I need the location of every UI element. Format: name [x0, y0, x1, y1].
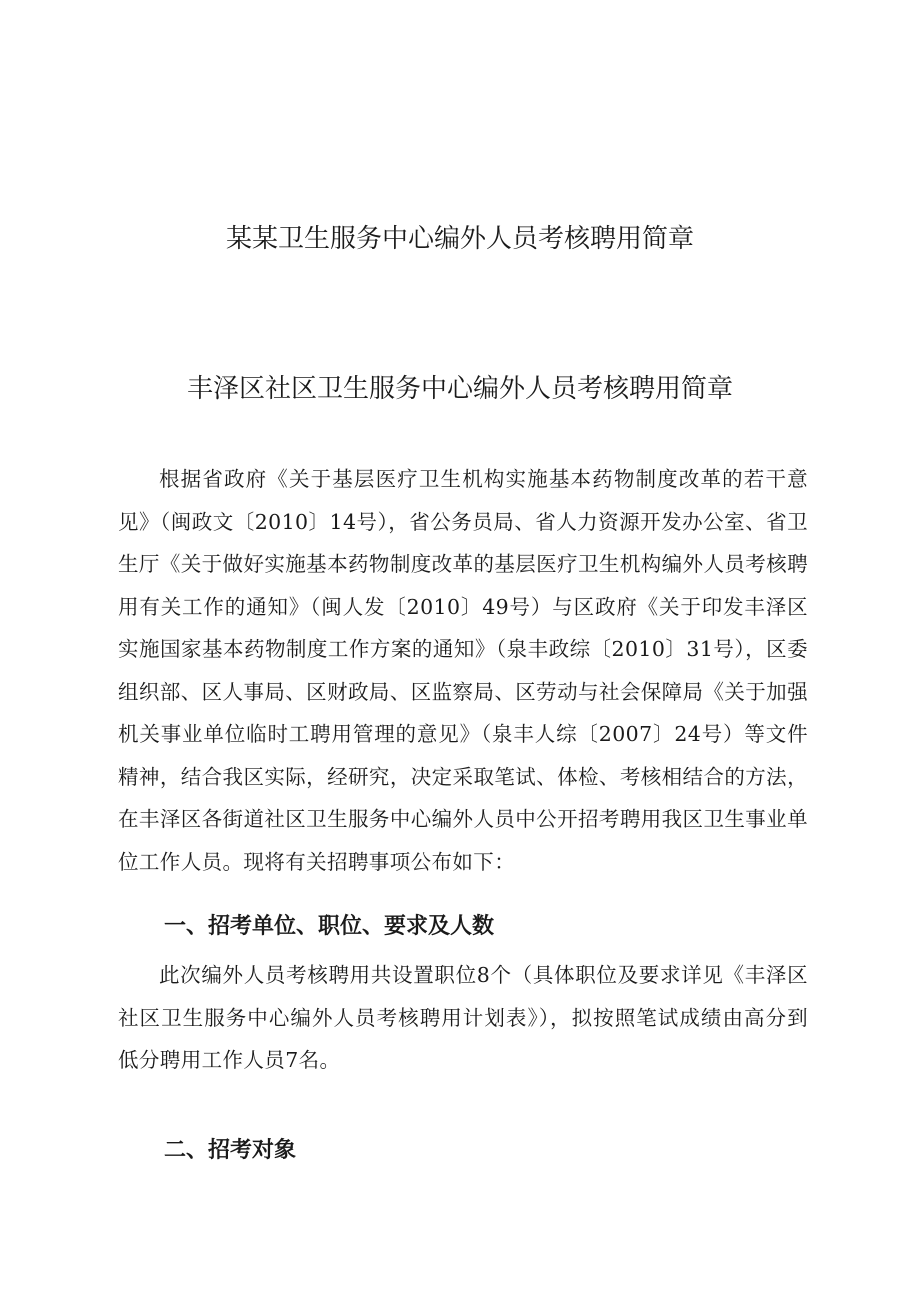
- document-title: 某某卫生服务中心编外人员考核聘用简章: [225, 224, 694, 254]
- section-heading-1: 一、招考单位、职位、要求及人数: [164, 914, 495, 939]
- section-heading-2: 二、招考对象: [164, 1138, 297, 1163]
- intro-paragraph: 根据省政府《关于基层医疗卫生机构实施基本药物制度改革的若干意见》（闽政文〔2010〕14号），省公务员局、省人力资源开发办公室、省卫生厅《关于做好实施基本药物制度改革的基层医疗卫生机构编外人员考核聘用有关工作的通知》（闽人发〔2010〕49号）与区政府《关于印发丰泽区实施国家基本药物制度工作方案的通知》（泉丰政综〔2010〕31号），区委组织部、区人事局、区财政局、区监察局、区劳动与社会保障局《关于加强机关事业单位临时工聘用管理的意见》（泉丰人综〔2007〕24号）等文件精神，结合我区实际，经研究，决定采取笔试、体检、考核相结合的方法，在丰泽区各街道社区卫生服务中心编外人员中公开招考聘用我区卫生事业单位工作人员。现将有关招聘事项公布如下：: [118, 467, 808, 874]
- document-subtitle: 丰泽区社区卫生服务中心编外人员考核聘用简章: [186, 374, 733, 404]
- section-1-paragraph: 此次编外人员考核聘用共设置职位8个（具体职位及要求详见《丰泽区社区卫生服务中心编外人员考核聘用计划表》），拟按照笔试成绩由高分到低分聘用工作人员7名。: [118, 963, 808, 1072]
